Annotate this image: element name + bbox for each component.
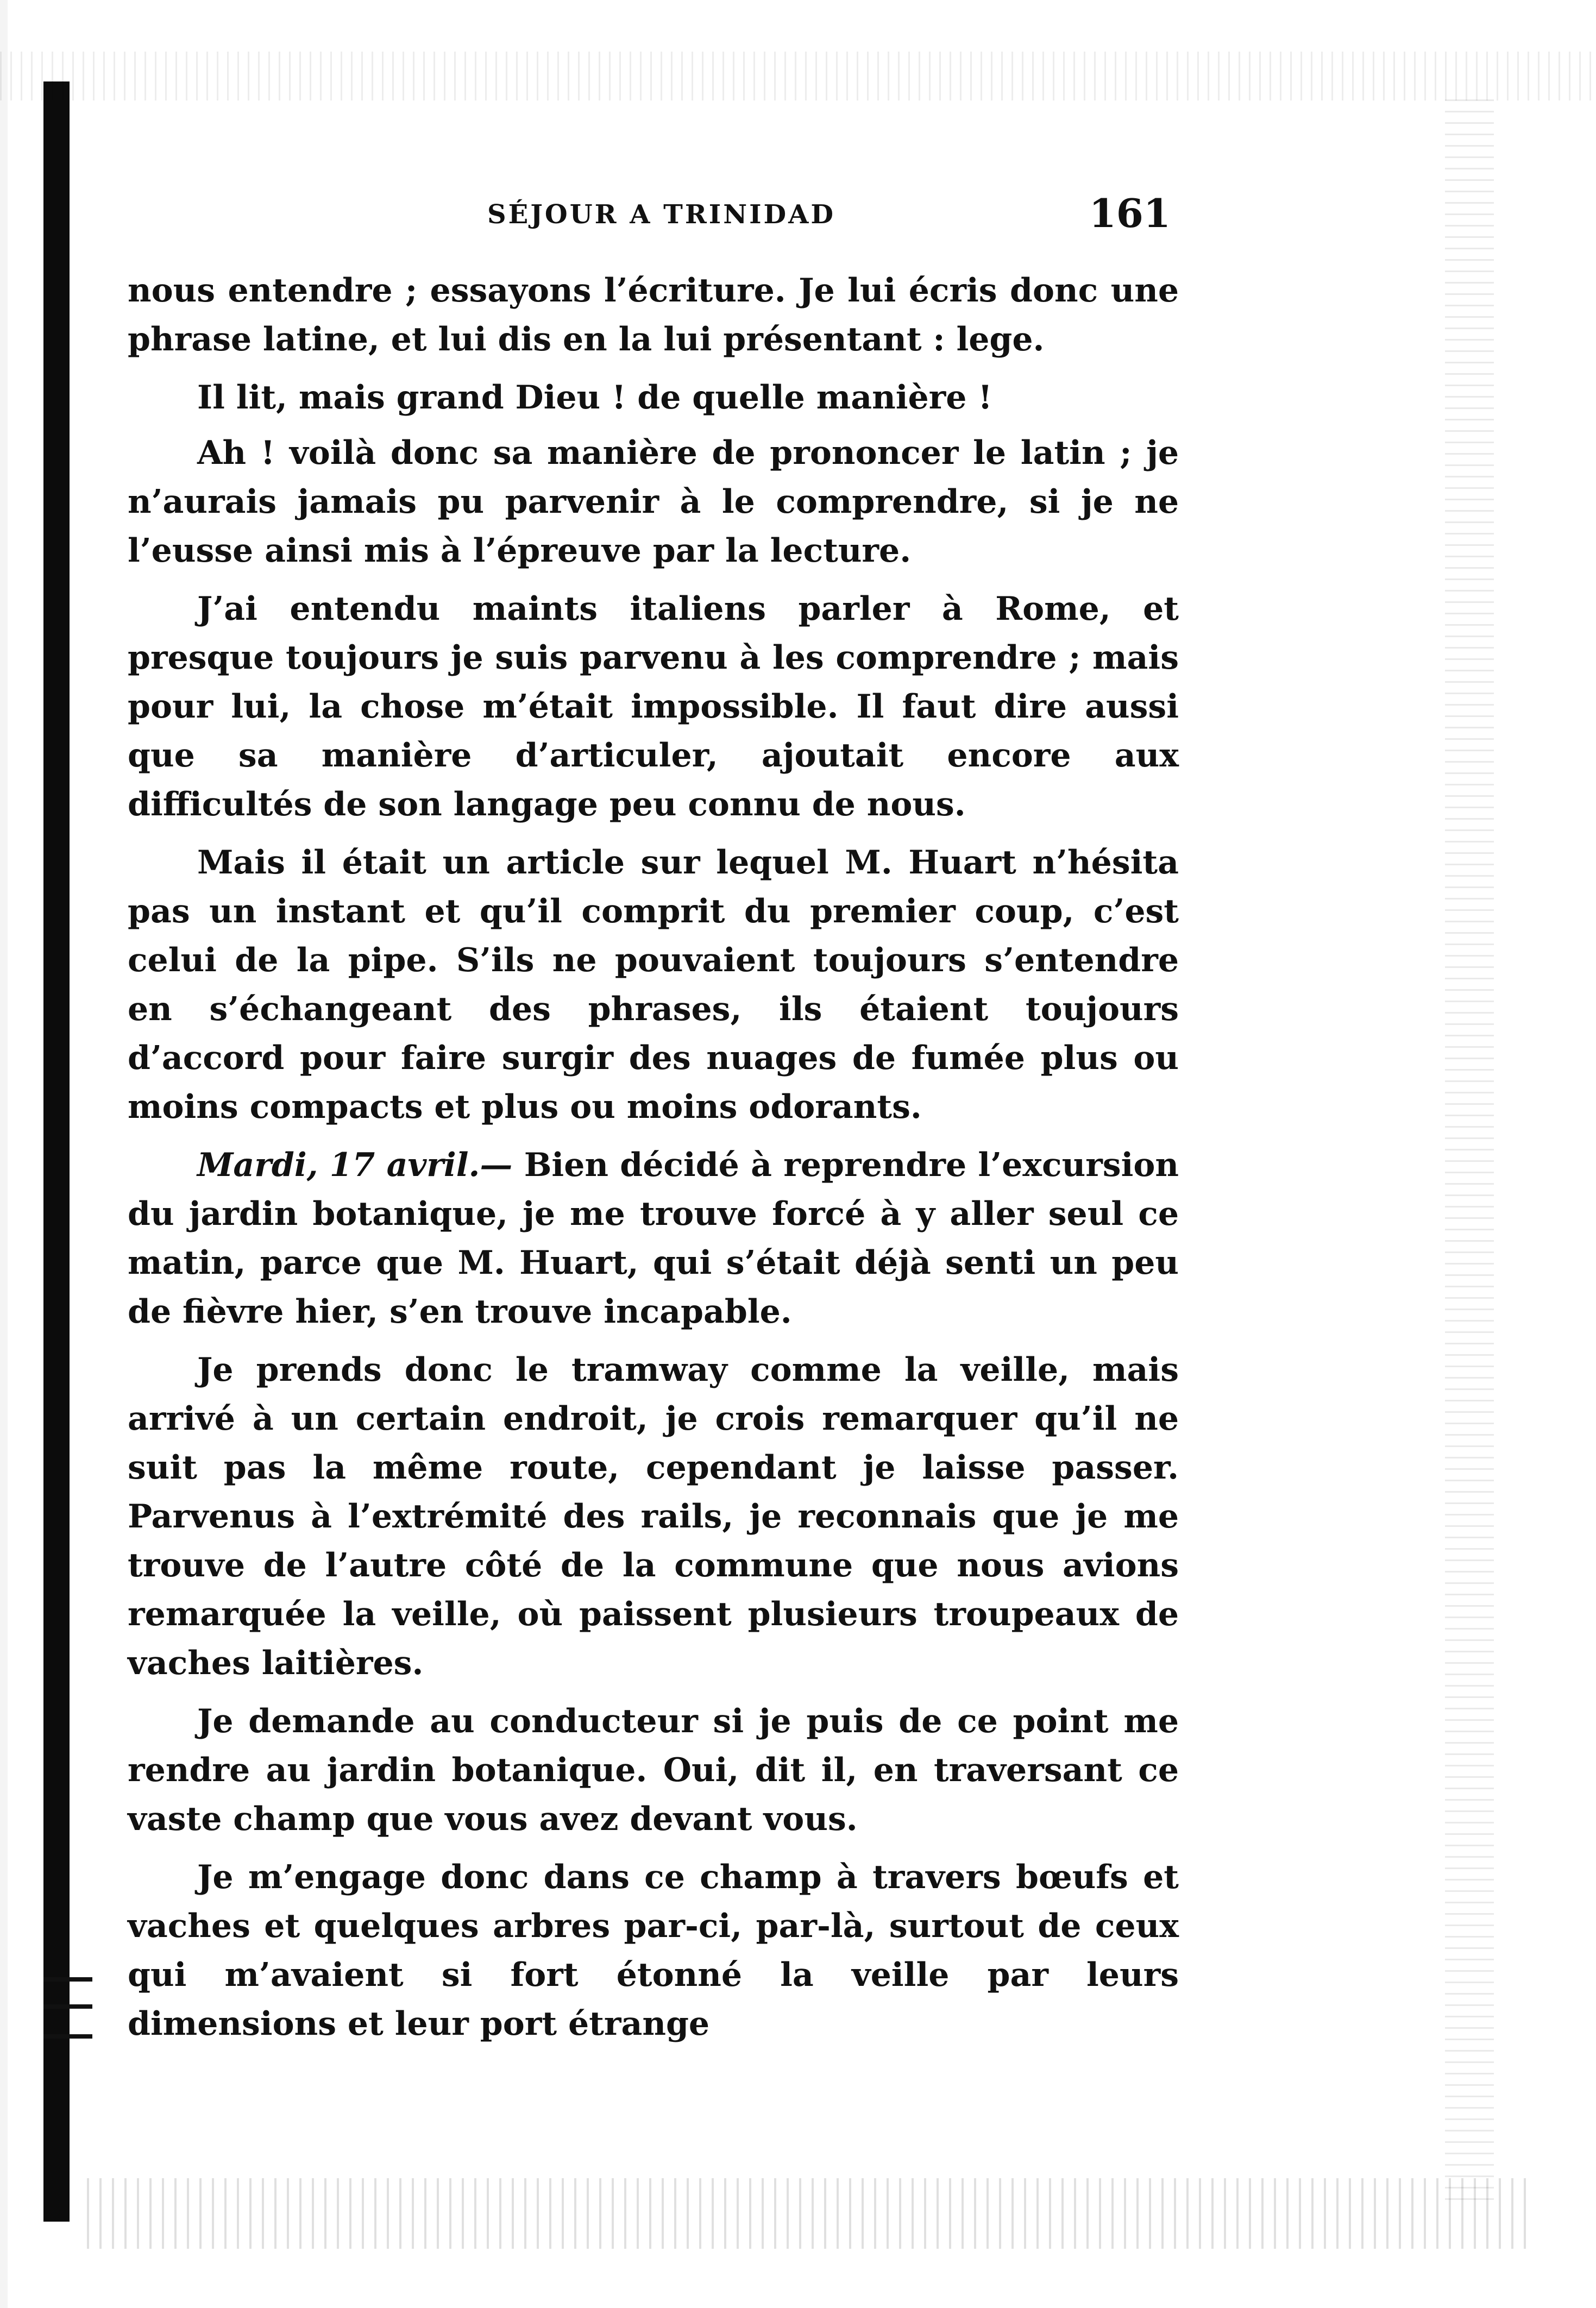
paragraph: J’ai entendu maints italiens parler à Rome, et presque toujours je suis parvenu à les comprendre ; mais pour lui, la chose m’était impossible. Il faut dire aussi que sa manière d’articuler, ajoutait encore aux difficultés de son langage peu connu de nous. [128,590,1179,823]
binding-mark [43,2004,92,2009]
paragraph: Je m’engage donc dans ce champ à travers bœufs et vaches et quelques arbres par-ci, par-là, surtout de ceux qui m’avaient si fort étonné la veille par leurs dimensions et leur port étrange [128,1858,1179,2043]
running-title: SÉJOUR A TRINIDAD [487,199,836,230]
scan-noise-right [1445,98,1494,2200]
paragraph: nous entendre ; essayons l’écriture. Je lui écris donc une phrase latine, et lui dis en la lui présentant : lege. [128,272,1179,359]
paragraph: Je demande au conducteur si je puis de ce point me rendre au jardin botanique. Oui, dit il, en traversant ce vaste champ que vous avez devant vous. [128,1702,1179,1838]
paragraph: Ah ! voilà donc sa manière de prononcer le latin ; je n’aurais jamais pu parvenir à le comprendre, si je ne l’eusse ainsi mis à l’épreuve par la lecture. [128,434,1179,570]
paragraph-text: Bien décidé à reprendre l’excursion du jardin botanique, je me trouve forcé à y aller seul ce matin, parce que M. Huart, qui s’était déjà senti un peu de fièvre hier, s’en trouve incapable. [128,1146,1179,1331]
scan-noise-bottom [87,2178,1526,2249]
scan-noise-top [0,52,1596,100]
binding-shadow [43,81,70,2222]
page-header [128,190,1179,242]
paragraph: Il lit, mais grand Dieu ! de quelle manière ! [197,379,992,417]
binding-mark [43,1977,92,1982]
page-number: 161 [1089,190,1171,236]
entry-date: Mardi, 17 avril.— [197,1146,513,1184]
paragraph: Mais il était un article sur lequel M. Huart n’hésita pas un instant et qu’il comprit du premier coup, c’est celui de la pipe. S’ils ne pouvaient toujours s’entendre en s’échangeant des phrases, ils étaient toujours d’accord pour faire surgir des nuages de fumée plus ou moins compacts et plus ou moins odorants. [128,844,1179,1126]
binding-mark [43,2034,92,2039]
paragraph: Je prends donc le tramway comme la veille, mais arrivé à un certain endroit, je crois remarquer qu’il ne suit pas la même route, cependant je laisse passer. Parvenus à l’extrémité des rails, je reconnais que je me trouve de l’autre côté de la commune que nous avions remarquée la veille, où paissent plusieurs troupeaux de vaches laitières. [128,1351,1179,1682]
paragraph [128,1141,1179,1336]
page-edge [0,0,8,2308]
body-text [128,266,1179,2058]
